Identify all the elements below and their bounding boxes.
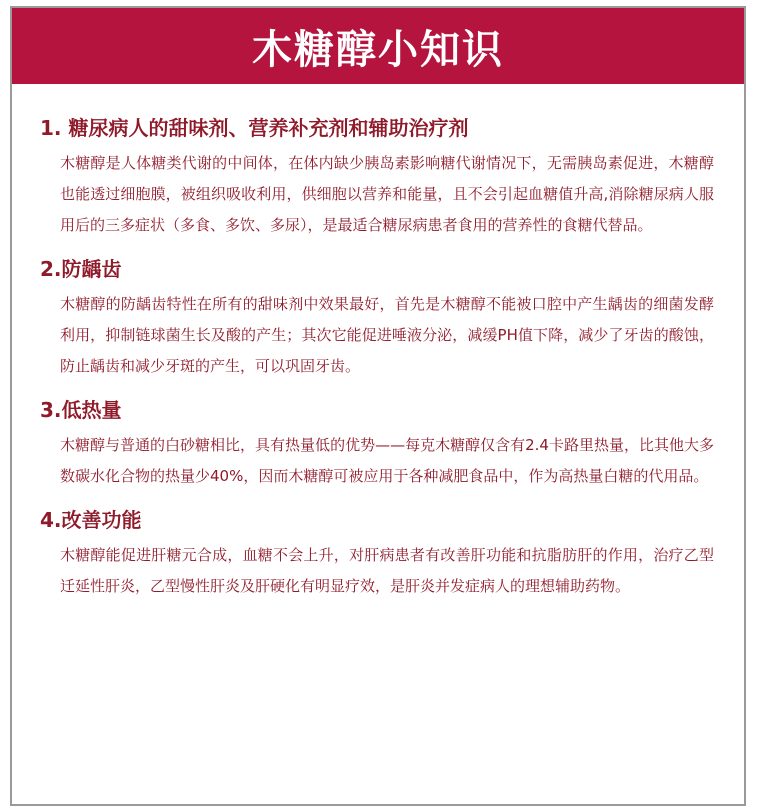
section-heading: 3.低热量 xyxy=(40,398,122,422)
section-anti-caries xyxy=(12,255,744,382)
section-heading: 2.防龋齿 xyxy=(40,257,122,281)
section-text: 木糖醇与普通的白砂糖相比，具有热量低的优势——每克木糖醇仅含有2.4卡路里热量，比其他大多数碳水化合物的热量少40%，因而木糖醇可被应用于各种减肥食品中，作为高热量白糖的代用品。 xyxy=(60,436,714,485)
page-title: 木糖醇小知识 xyxy=(252,26,504,73)
section-improve-function xyxy=(12,506,744,602)
section-text: 木糖醇是人体糖类代谢的中间体，在体内缺少胰岛素影响糖代谢情况下，无需胰岛素促进，木糖醇也能透过细胞膜，被组织吸收利用，供细胞以营养和能量，且不会引起血糖值升高,消除糖尿病人服用后的三多症状（多食、多饮、多尿），是最适合糖尿病患者食用的营养性的食糖代替品。 xyxy=(60,154,714,234)
section-text: 木糖醇能促进肝糖元合成，血糖不会上升，对肝病患者有改善肝功能和抗脂肪肝的作用，治疗乙型迁延性肝炎，乙型慢性肝炎及肝硬化有明显疗效，是肝炎并发症病人的理想辅助药物。 xyxy=(60,546,714,595)
section-diabetes xyxy=(12,114,744,241)
section-heading: 1. 糖尿病人的甜味剂、营养补充剂和辅助治疗剂 xyxy=(40,116,469,140)
content-area xyxy=(12,108,744,606)
title-banner xyxy=(12,8,744,84)
section-low-calorie xyxy=(12,396,744,492)
section-heading: 4.改善功能 xyxy=(40,508,142,532)
info-card xyxy=(10,6,746,806)
section-text: 木糖醇的防龋齿特性在所有的甜味剂中效果最好，首先是木糖醇不能被口腔中产生龋齿的细菌发酵利用，抑制链球菌生长及酸的产生；其次它能促进唾液分泌，减缓PH值下降，减少了牙齿的酸蚀，防止龋齿和减少牙斑的产生，可以巩固牙齿。 xyxy=(60,295,714,375)
